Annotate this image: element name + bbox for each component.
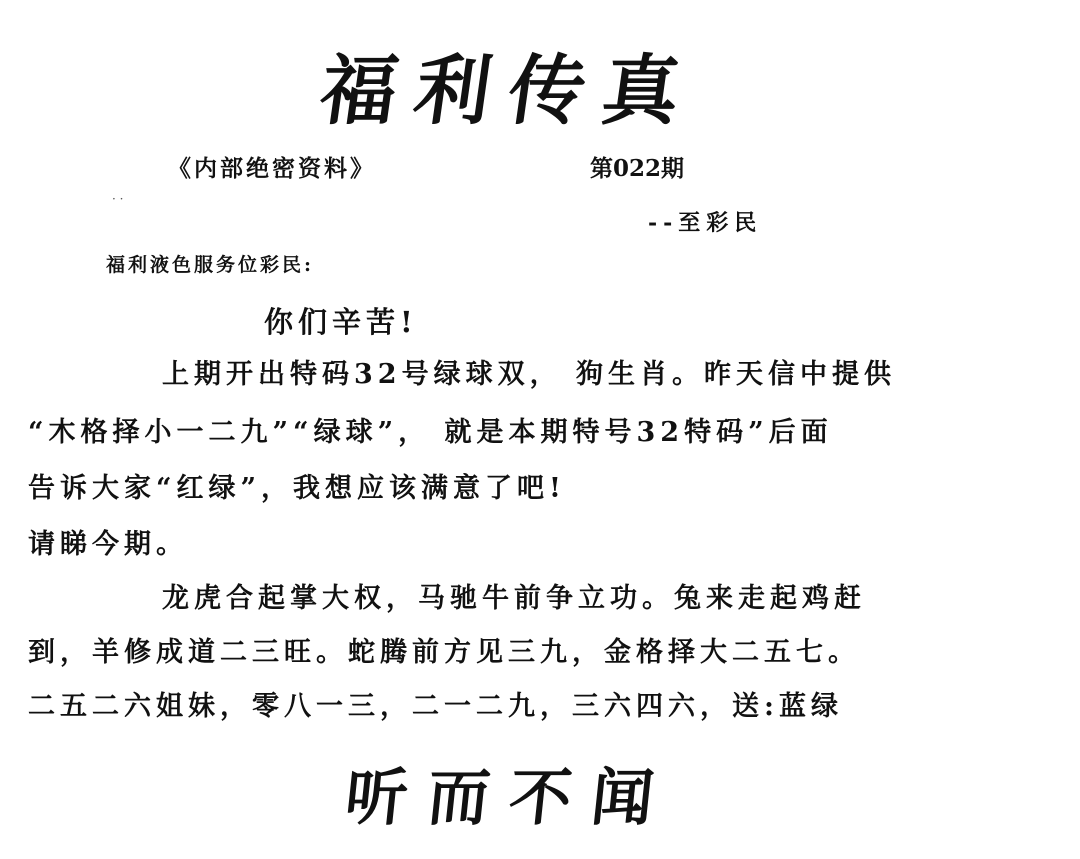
- letter-line-5: 龙虎合起掌大权，马驰牛前争立功。兔来走起鸡赶: [162, 583, 866, 614]
- letter-line-7: 二五二六姐妹，零八一三，二一二九，三六四六，送:蓝绿: [28, 691, 843, 722]
- signature-line: --至彩民: [648, 210, 763, 236]
- document-subtitle: 《内部绝密资料》: [168, 155, 376, 182]
- page-title: 福利传真: [314, 46, 704, 135]
- letter-line-6: 到，羊修成道二三旺。蛇腾前方见三九，金格择大二五七。: [28, 637, 860, 668]
- footer-slogan: 听而不闻: [341, 761, 678, 834]
- letter-line-3: 告诉大家“红绿”，我想应该满意了吧!: [28, 473, 566, 504]
- scan-speck: · ·: [112, 192, 124, 206]
- letter-line-1: 上期开出特码32号绿球双， 狗生肖。昨天信中提供: [162, 359, 896, 390]
- letter-addressee: 福利液色服务位彩民:: [106, 254, 315, 276]
- letter-line-4: 请睇今期。: [28, 529, 188, 560]
- issue-number: 第022期: [590, 155, 685, 182]
- letter-line-2: “木格择小一二九”“绿球”， 就是本期特号32特码”后面: [28, 417, 833, 448]
- letter-greeting: 你们辛苦!: [264, 305, 418, 339]
